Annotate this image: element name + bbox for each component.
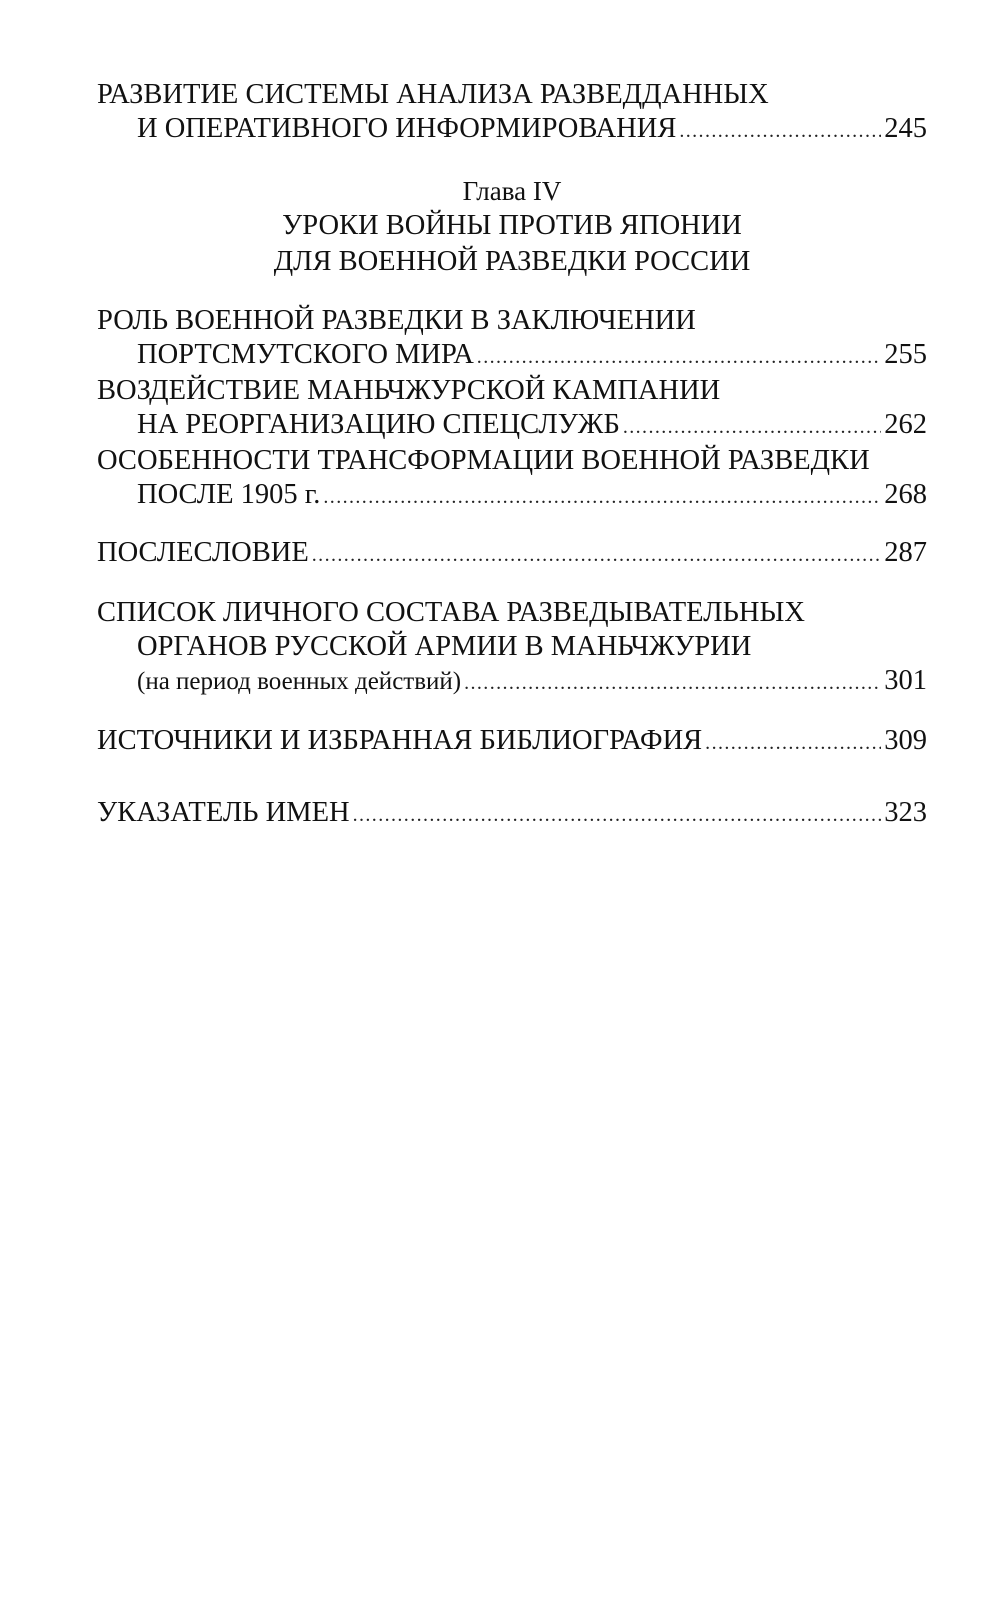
toc-entry-title: ИСТОЧНИКИ И ИЗБРАННАЯ БИБЛИОГРАФИЯ <box>97 725 703 756</box>
chapter-label: Глава IV <box>462 176 562 206</box>
toc-entry-personnel <box>97 596 927 700</box>
dot-leader <box>353 798 882 832</box>
dot-leader <box>705 726 881 760</box>
toc-entry-title: ВОЗДЕЙСТВИЕ МАНЬЧЖУРСКОЙ КАМПАНИИ <box>97 375 721 406</box>
toc-entry-title-cont: ПОСЛЕ 1905 г. <box>137 479 321 510</box>
page-number: 262 <box>884 409 927 440</box>
chapter-title: УРОКИ ВОЙНЫ ПРОТИВ ЯПОНИИ <box>282 210 742 241</box>
toc-entry-transformation <box>97 444 927 514</box>
toc-entry-title-cont: И ОПЕРАТИВНОГО ИНФОРМИРОВАНИЯ <box>137 113 677 144</box>
table-of-contents <box>97 78 927 832</box>
page-number: 255 <box>884 339 927 370</box>
toc-entry-title-cont: ОРГАНОВ РУССКОЙ АРМИИ В МАНЬЧЖУРИИ <box>137 631 752 662</box>
toc-entry-title-cont: НА РЕОРГАНИЗАЦИЮ СПЕЦСЛУЖБ <box>137 409 620 440</box>
toc-entry-title: ПОСЛЕСЛОВИЕ <box>97 537 309 568</box>
dot-leader <box>679 114 881 148</box>
dot-leader <box>464 666 881 700</box>
page-number: 268 <box>884 479 927 510</box>
toc-entry-title: СПИСОК ЛИЧНОГО СОСТАВА РАЗВЕДЫВАТЕЛЬНЫХ <box>97 597 805 628</box>
toc-entry-subtitle: (на период военных действий) <box>137 668 462 695</box>
dot-leader <box>623 410 881 444</box>
toc-entry-portsmouth <box>97 304 927 374</box>
chapter-title-cont: ДЛЯ ВОЕННОЙ РАЗВЕДКИ РОССИИ <box>273 246 751 277</box>
dot-leader <box>323 480 881 514</box>
toc-entry-title: РАЗВИТИЕ СИСТЕМЫ АНАЛИЗА РАЗВЕДДАННЫХ <box>97 79 769 110</box>
dot-leader <box>312 538 881 572</box>
toc-entry-title-cont: ПОРТСМУТСКОГО МИРА <box>137 339 474 370</box>
toc-entry-manchuria <box>97 374 927 444</box>
toc-entry-title: РОЛЬ ВОЕННОЙ РАЗВЕДКИ В ЗАКЛЮЧЕНИИ <box>97 305 696 336</box>
toc-entry-index <box>97 796 927 832</box>
page-number: 323 <box>884 797 927 828</box>
toc-entry-sources <box>97 724 927 760</box>
toc-entry-analysis <box>97 78 927 148</box>
page-number: 301 <box>884 665 927 696</box>
dot-leader <box>477 340 881 374</box>
page-number: 245 <box>884 113 927 144</box>
toc-entry-title: УКАЗАТЕЛЬ ИМЕН <box>97 797 350 828</box>
toc-entry-title: ОСОБЕННОСТИ ТРАНСФОРМАЦИИ ВОЕННОЙ РАЗВЕДКИ <box>97 445 870 476</box>
page-number: 287 <box>884 537 927 568</box>
toc-entry-afterword <box>97 536 927 572</box>
chapter-heading <box>97 174 927 280</box>
page-number: 309 <box>884 725 927 756</box>
